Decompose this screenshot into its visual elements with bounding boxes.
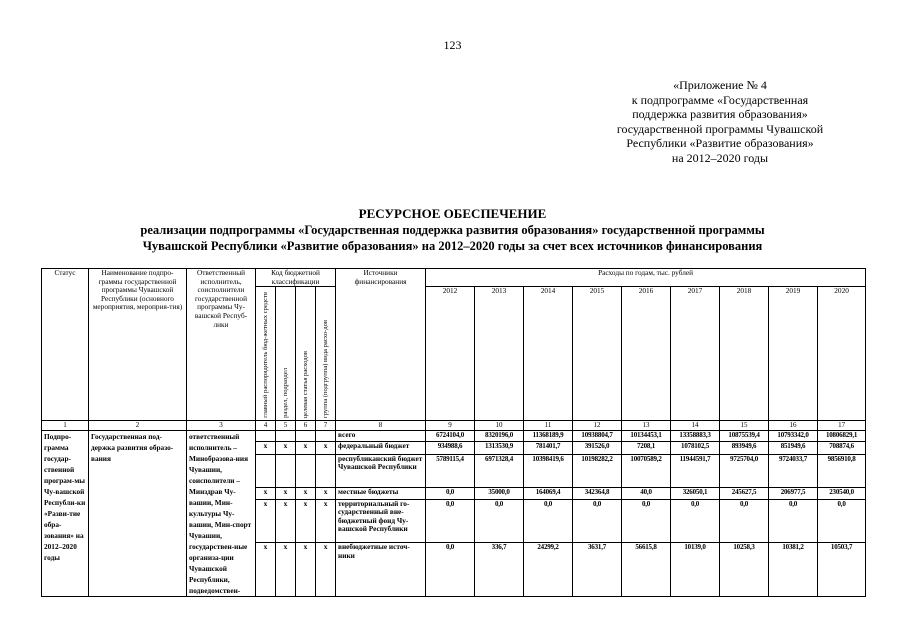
- value-cell: 3631,7: [573, 543, 622, 597]
- column-number: 4: [256, 421, 276, 431]
- title-line-3: Чувашской Республики «Развитие образования» на 2012–2020 годы за счет всех источников финансирования: [142, 239, 763, 253]
- x-mark: х: [256, 442, 276, 455]
- column-number: 13: [622, 421, 671, 431]
- code-cell: [296, 431, 316, 442]
- header-year: 2019: [769, 287, 818, 421]
- x-mark: х: [256, 543, 276, 597]
- value-cell: 0,0: [426, 543, 475, 597]
- value-cell: 230540,0: [818, 488, 866, 499]
- value-cell: 781401,7: [524, 442, 573, 455]
- value-cell: 0,0: [671, 499, 720, 543]
- value-cell: 0,0: [475, 499, 524, 543]
- column-number: 8: [336, 421, 426, 431]
- header-sources: Источники финансирования: [336, 269, 426, 421]
- column-number: 7: [316, 421, 336, 431]
- value-cell: 10198282,2: [573, 454, 622, 487]
- column-number: 5: [276, 421, 296, 431]
- status-cell: Подпро-грамма государ-ственной програм-мы Чу-вашской Республи-ки «Разви-тие обра-зования» на 2012–2020 годы: [42, 431, 89, 597]
- value-cell: 8320196,0: [475, 431, 524, 442]
- value-cell: 245627,5: [720, 488, 769, 499]
- value-cell: 0,0: [573, 499, 622, 543]
- header-status: Статус: [42, 269, 89, 421]
- x-mark: х: [276, 442, 296, 455]
- value-cell: 0,0: [720, 499, 769, 543]
- x-mark: х: [316, 499, 336, 543]
- value-cell: 326050,1: [671, 488, 720, 499]
- program-name-cell: Государственная под-держка развития образо-вания: [89, 431, 187, 597]
- header-year: 2014: [524, 287, 573, 421]
- value-cell: 1078102,5: [671, 442, 720, 455]
- source-cell: всего: [336, 431, 426, 442]
- appendix-line: «Приложение № 4: [673, 78, 767, 92]
- value-cell: 6724104,0: [426, 431, 475, 442]
- code-cell: [296, 454, 316, 487]
- header-code-col: [276, 287, 296, 421]
- resource-table: [41, 268, 866, 597]
- x-mark: х: [256, 499, 276, 543]
- value-cell: 40,0: [622, 488, 671, 499]
- value-cell: 7208,1: [622, 442, 671, 455]
- x-mark: х: [316, 442, 336, 455]
- x-mark: х: [276, 488, 296, 499]
- page-number: 123: [443, 38, 462, 52]
- code-cell: [276, 431, 296, 442]
- header-budget-code: Код бюджетной классификации: [256, 269, 336, 287]
- source-cell: республиканский бюджет Чувашской Республики: [336, 454, 426, 487]
- value-cell: 0,0: [769, 499, 818, 543]
- value-cell: 24299,2: [524, 543, 573, 597]
- appendix-line: на 2012–2020 годы: [671, 150, 769, 165]
- value-cell: 1313530,9: [475, 442, 524, 455]
- column-number: 17: [818, 421, 866, 431]
- value-cell: 0,0: [524, 499, 573, 543]
- value-cell: 342364,8: [573, 488, 622, 499]
- value-cell: 934988,6: [426, 442, 475, 455]
- header-year: 2018: [720, 287, 769, 421]
- value-cell: 10503,7: [818, 543, 866, 597]
- column-number: 1: [42, 421, 89, 431]
- value-cell: 0,0: [818, 499, 866, 543]
- header-year: 2015: [573, 287, 622, 421]
- value-cell: 0,0: [426, 488, 475, 499]
- source-cell: территориальный го-сударственный вне-бюджетный фонд Чу-вашской Республики: [336, 499, 426, 543]
- value-cell: 11368189,9: [524, 431, 573, 442]
- value-cell: 391526,0: [573, 442, 622, 455]
- column-number: 12: [573, 421, 622, 431]
- value-cell: 10139,0: [671, 543, 720, 597]
- value-cell: 9856910,8: [818, 454, 866, 487]
- header-code-label: группа (подгруппа) вида расхо-дов: [321, 320, 329, 419]
- value-cell: 11944591,7: [671, 454, 720, 487]
- title-main: РЕСУРСНОЕ ОБЕСПЕЧЕНИЕ: [358, 206, 547, 221]
- code-cell: [316, 454, 336, 487]
- x-mark: х: [296, 499, 316, 543]
- value-cell: 708874,6: [818, 442, 866, 455]
- column-number: 6: [296, 421, 316, 431]
- header-year: 2020: [818, 287, 866, 421]
- value-cell: 35000,0: [475, 488, 524, 499]
- x-mark: х: [276, 499, 296, 543]
- column-number: 9: [426, 421, 475, 431]
- column-number: 15: [720, 421, 769, 431]
- x-mark: х: [316, 543, 336, 597]
- value-cell: 336,7: [475, 543, 524, 597]
- header-code-col: [316, 287, 336, 421]
- value-cell: 10875539,4: [720, 431, 769, 442]
- source-cell: федеральный бюджет: [336, 442, 426, 455]
- column-number: 16: [769, 421, 818, 431]
- document-title: [40, 206, 865, 254]
- value-cell: 851949,6: [769, 442, 818, 455]
- appendix-line: Республики «Развитие образования»: [626, 136, 814, 150]
- source-cell: местные бюджеты: [336, 488, 426, 499]
- header-year: 2012: [426, 287, 475, 421]
- value-cell: 10398419,6: [524, 454, 573, 487]
- executor-cell: ответственный исполнитель – Минобразова-ния Чувашии, соисполители – Минздрав Чу-вашии, Мин-культуры Чу-вашии, Мин-спорт Чувашии, государствен-ные организа-ции Чувашской Республики, подведомствен-: [187, 431, 256, 597]
- x-mark: х: [276, 543, 296, 597]
- appendix-line: к подпрограмме «Государственная: [631, 92, 809, 107]
- header-executor: Ответственный исполнитель, соисполнители государственной программы Чу-вашской Респуб-лики: [187, 269, 256, 421]
- header-name: Наименование подпро-граммы государственной программы Чувашской Республики (основного мероприятия, мероприя-тия): [89, 269, 187, 421]
- appendix-line: поддержка развития образования»: [632, 107, 808, 121]
- header-code-col: [256, 287, 276, 421]
- value-cell: 164069,4: [524, 488, 573, 499]
- code-cell: [256, 454, 276, 487]
- header-expenses: Расходы по годам, тыс. рублей: [426, 269, 866, 287]
- value-cell: 206977,5: [769, 488, 818, 499]
- value-cell: 10806829,1: [818, 431, 866, 442]
- header-year: 2013: [475, 287, 524, 421]
- x-mark: х: [296, 543, 316, 597]
- value-cell: 10258,3: [720, 543, 769, 597]
- value-cell: 10134453,1: [622, 431, 671, 442]
- value-cell: 10070589,2: [622, 454, 671, 487]
- value-cell: 0,0: [622, 499, 671, 543]
- value-cell: 13358883,3: [671, 431, 720, 442]
- header-code-label: целевая статья расходов: [301, 350, 309, 419]
- value-cell: 10938804,7: [573, 431, 622, 442]
- code-cell: [316, 431, 336, 442]
- header-code-label: раздел, подраздел: [281, 368, 289, 419]
- x-mark: х: [316, 488, 336, 499]
- value-cell: 6971328,4: [475, 454, 524, 487]
- value-cell: 893949,6: [720, 442, 769, 455]
- column-number: 14: [671, 421, 720, 431]
- value-cell: 5789115,4: [426, 454, 475, 487]
- table-row: [42, 431, 866, 442]
- column-number: 2: [89, 421, 187, 431]
- header-code-label: главный распорядитель бюд-жетных средств: [261, 292, 269, 419]
- value-cell: 0,0: [426, 499, 475, 543]
- code-cell: [276, 454, 296, 487]
- code-cell: [256, 431, 276, 442]
- x-mark: х: [296, 488, 316, 499]
- header-code-col: [296, 287, 316, 421]
- appendix-block: [560, 78, 880, 165]
- value-cell: 56615,8: [622, 543, 671, 597]
- value-cell: 10793342,0: [769, 431, 818, 442]
- header-year: 2017: [671, 287, 720, 421]
- column-number: 10: [475, 421, 524, 431]
- value-cell: 9725704,0: [720, 454, 769, 487]
- title-line-2: реализации подпрограммы «Государственная поддержка развития образования» государственной программы: [140, 223, 765, 237]
- appendix-line: государственной программы Чувашской: [616, 121, 824, 136]
- value-cell: 9724033,7: [769, 454, 818, 487]
- x-mark: х: [256, 488, 276, 499]
- x-mark: х: [296, 442, 316, 455]
- column-number: 11: [524, 421, 573, 431]
- column-number: 3: [187, 421, 256, 431]
- value-cell: 10381,2: [769, 543, 818, 597]
- source-cell: внебюджетные источ-ники: [336, 543, 426, 597]
- header-year: 2016: [622, 287, 671, 421]
